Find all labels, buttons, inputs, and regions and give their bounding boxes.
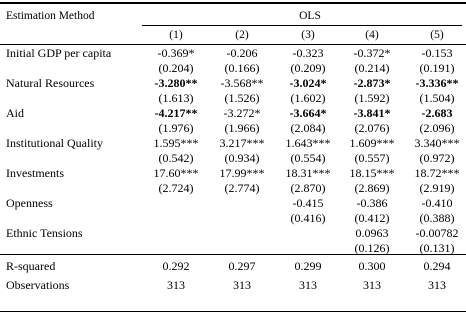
std-error-cell: (2.076)	[354, 121, 390, 135]
std-error-cell: (0.191)	[419, 61, 455, 75]
stat-label: R-squared	[6, 259, 56, 273]
coefficient-cell: 18.72***	[414, 166, 460, 180]
stat-value: 313	[363, 278, 381, 292]
coefficient-cell: -3.568**	[220, 76, 264, 90]
std-error-cell: (2.774)	[224, 181, 260, 195]
std-error-cell: (0.131)	[419, 241, 455, 255]
coefficient-cell: -0.00782	[415, 226, 459, 240]
coefficient-cell: -4.217**	[154, 106, 198, 120]
std-error-cell: (1.966)	[224, 121, 260, 135]
std-error-cell: (1.526)	[224, 91, 260, 105]
stat-value: 313	[428, 278, 446, 292]
std-error-cell: (2.084)	[290, 121, 326, 135]
std-error-cell: (0.214)	[354, 61, 390, 75]
coefficient-cell: -0.415	[292, 196, 324, 210]
coefficient-cell: -0.372*	[353, 46, 391, 60]
stat-value: 0.292	[162, 259, 190, 273]
coefficient-cell: -3.272*	[223, 106, 261, 120]
coefficient-cell: -2.683	[421, 106, 453, 120]
coefficient-cell: 17.99***	[219, 166, 265, 180]
coefficient-cell: -3.841*	[353, 106, 391, 120]
std-error-cell: (0.934)	[224, 151, 260, 165]
footer-rule	[0, 254, 466, 255]
std-error-cell: (2.869)	[354, 181, 390, 195]
std-error-cell: (0.557)	[354, 151, 390, 165]
row-label: Natural Resources	[6, 76, 95, 90]
coefficient-cell: 17.60***	[153, 166, 199, 180]
std-error-cell: (2.919)	[419, 181, 455, 195]
row-label: Aid	[6, 106, 24, 120]
method-label: Estimation Method	[6, 10, 95, 22]
coefficient-cell: -2.873*	[353, 76, 391, 90]
row-label: Openness	[6, 196, 53, 210]
coefficient-cell: -0.410	[421, 196, 453, 210]
row-label: Institutional Quality	[6, 136, 103, 150]
std-error-cell: (0.388)	[419, 211, 455, 225]
std-error-cell: (0.209)	[290, 61, 326, 75]
row-label: Investments	[6, 166, 64, 180]
column-header-4: (4)	[365, 29, 379, 41]
coefficient-cell: 0.0963	[355, 226, 389, 240]
std-error-cell: (0.416)	[290, 211, 326, 225]
coefficient-cell: -3.664*	[289, 106, 327, 120]
std-error-cell: (1.592)	[354, 91, 390, 105]
ols-underline	[142, 25, 462, 26]
std-error-cell: (2.870)	[290, 181, 326, 195]
coefficient-cell: -3.024*	[289, 76, 327, 90]
stat-value: 0.299	[294, 259, 322, 273]
std-error-cell: (1.613)	[158, 91, 194, 105]
bottom-rule	[0, 311, 466, 312]
stat-value: 313	[299, 278, 317, 292]
coefficient-cell: 3.340***	[414, 136, 460, 150]
std-error-cell: (0.972)	[419, 151, 455, 165]
row-label: Initial GDP per capita	[6, 46, 112, 60]
coefficient-cell: -0.153	[421, 46, 453, 60]
std-error-cell: (2.724)	[158, 181, 194, 195]
std-error-cell: (1.602)	[290, 91, 326, 105]
coefficient-cell: -3.280**	[154, 76, 198, 90]
ols-group-label: OLS	[299, 10, 321, 22]
coefficient-cell: 3.217***	[219, 136, 265, 150]
coefficient-cell: -0.386	[356, 196, 388, 210]
std-error-cell: (0.126)	[354, 241, 390, 255]
std-error-cell: (0.554)	[290, 151, 326, 165]
stat-value: 313	[167, 278, 185, 292]
column-header-3: (3)	[301, 29, 315, 41]
coefficient-cell: -0.369*	[157, 46, 195, 60]
std-error-cell: (0.542)	[158, 151, 194, 165]
std-error-cell: (0.166)	[224, 61, 260, 75]
coefficient-cell: -3.336**	[415, 76, 459, 90]
top-rule	[0, 2, 466, 4]
coefficient-cell: 18.31***	[285, 166, 331, 180]
coefficient-cell: -0.323	[292, 46, 324, 60]
column-header-5: (5)	[430, 29, 444, 41]
stat-label: Observations	[6, 278, 70, 292]
std-error-cell: (1.976)	[158, 121, 194, 135]
stat-value: 0.297	[228, 259, 256, 273]
coefficient-cell: 1.609***	[349, 136, 395, 150]
column-header-2: (2)	[235, 29, 249, 41]
coefficient-cell: 18.15***	[349, 166, 395, 180]
std-error-cell: (0.412)	[354, 211, 390, 225]
stat-value: 313	[233, 278, 251, 292]
coefficient-cell: -0.206	[226, 46, 258, 60]
coefficient-cell: 1.643***	[285, 136, 331, 150]
std-error-cell: (0.204)	[158, 61, 194, 75]
stat-value: 0.300	[358, 259, 386, 273]
row-label: Ethnic Tensions	[6, 226, 83, 240]
std-error-cell: (2.096)	[419, 121, 455, 135]
header-rule	[0, 44, 466, 45]
stat-value: 0.294	[423, 259, 451, 273]
std-error-cell: (1.504)	[419, 91, 455, 105]
coefficient-cell: 1.595***	[153, 136, 199, 150]
column-header-1: (1)	[169, 29, 183, 41]
